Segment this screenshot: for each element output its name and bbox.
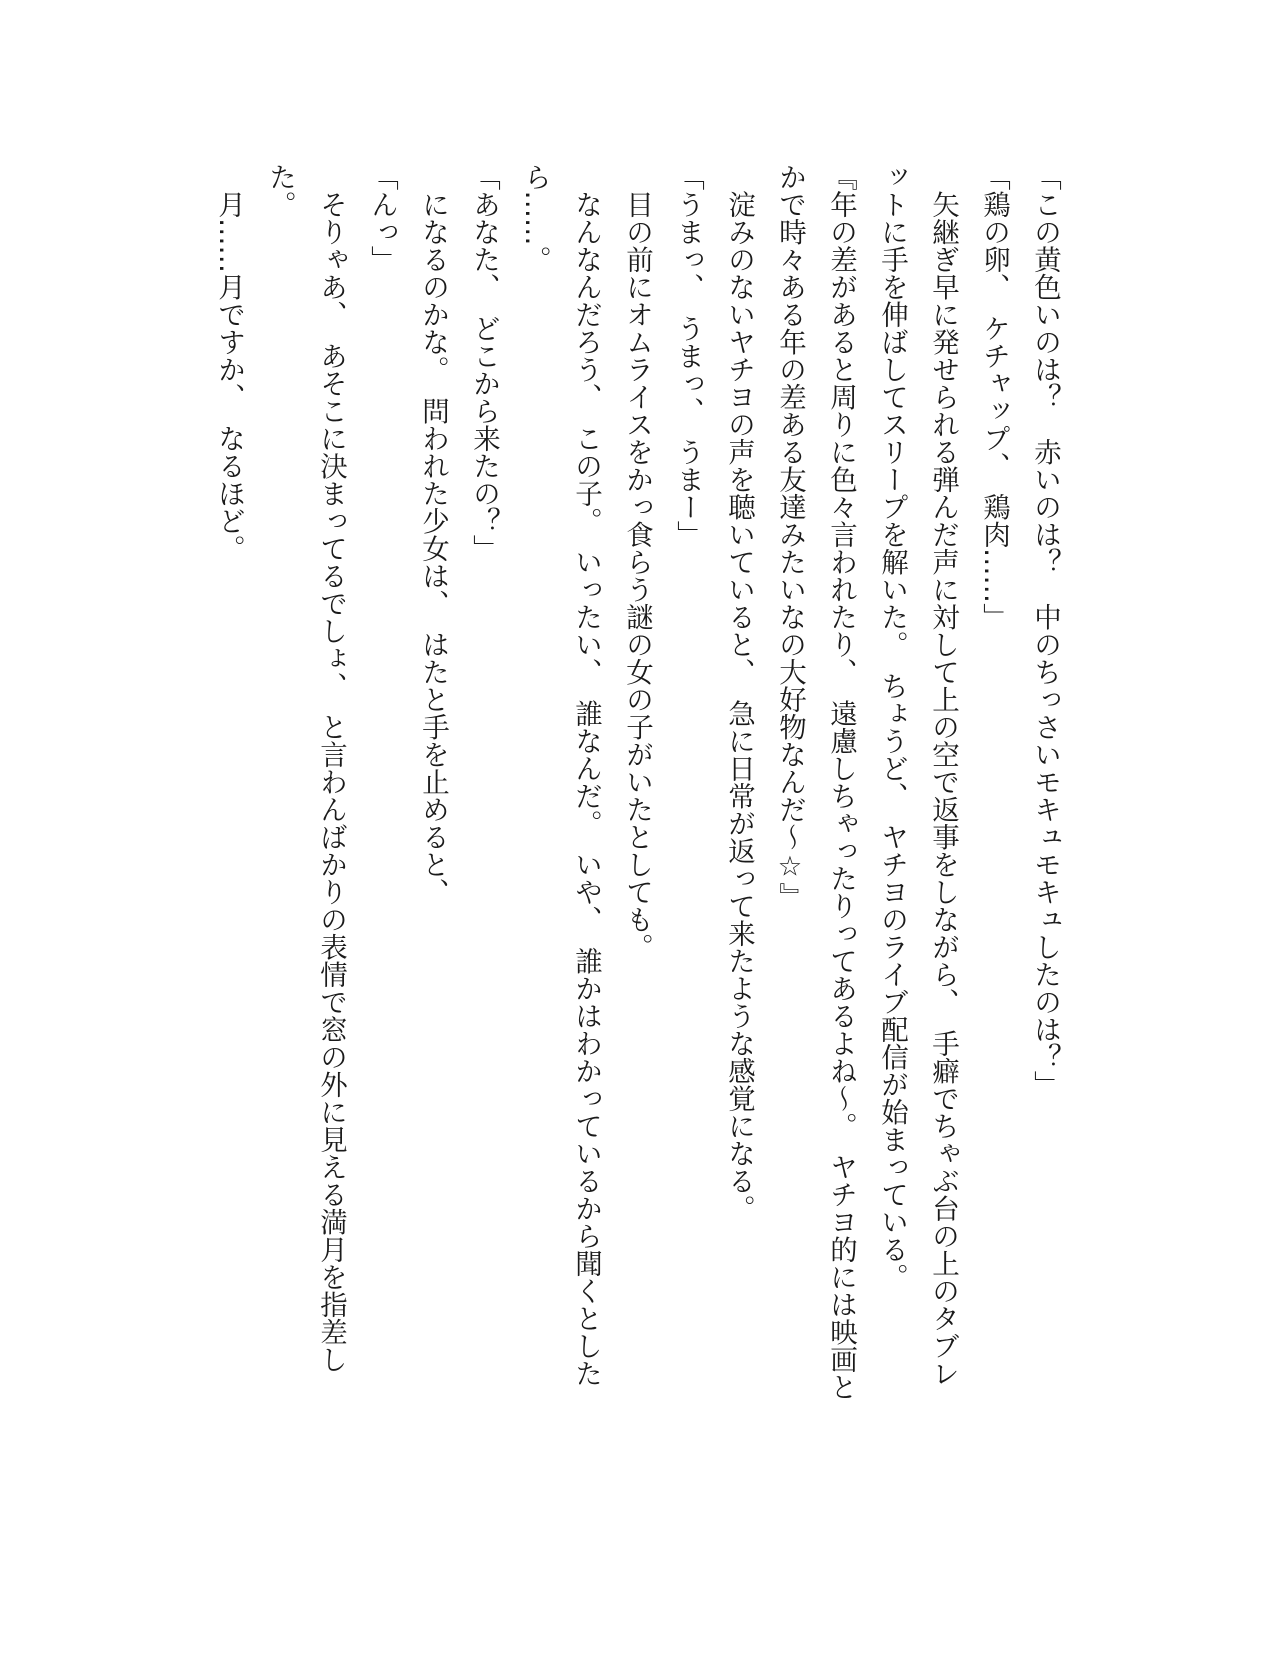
text-line-narration: そりゃあ、 あそこに決まってるでしょ、 と言わんばかりの表情で窓の外に見える満月を指差し <box>315 163 347 1373</box>
text-line-narration: た。 <box>264 163 296 218</box>
text-line-stream-quote: かで時々ある年の差ある友達みたいなの大好物なんだ～☆』 <box>774 163 806 910</box>
text-line-narration: ら……。 <box>519 163 551 273</box>
text-line-dialogue: 「うまっ、 うまっ、 うまー」 <box>672 163 704 548</box>
text-line-narration: ットに手を伸ばしてスリープを解いた。 ちょうど、 ヤチヨのライブ配信が始まっている。 <box>876 163 908 1291</box>
text-line-dialogue: 「あなた、 どこから来たの？」 <box>468 163 500 562</box>
text-line-narration: 矢継ぎ早に発せられる弾んだ声に対して上の空で返事をしながら、 手癖でちゃぶ台の上のタブレ <box>927 163 959 1387</box>
vertical-text-page <box>190 163 1070 1503</box>
text-line-dialogue: 「この黄色いのは？ 赤いのは？ 中のちっさいモキュモキュしたのは？」 <box>1029 163 1061 1098</box>
text-line-narration: になるのかな。 問われた少女は、 はたと手を止めると、 <box>417 163 449 906</box>
text-line-narration: 目の前にオムライスをかっ食らう謎の女の子がいたとしても。 <box>621 163 653 961</box>
text-line-narration: 淀みのないヤチヨの声を聴いていると、 急に日常が返って来たような感覚になる。 <box>723 163 755 1222</box>
text-line-narration: なんなんだろう、 この子。 いったい、 誰なんだ。 いや、 誰かはわかっているから聞くとした <box>570 163 602 1387</box>
text-line-dialogue: 「鶏の卵、 ケチャップ、 鶏肉……」 <box>978 163 1010 631</box>
text-line-stream-quote: 『年の差があると周りに色々言われたり、 遠慮しちゃったりってあるよね～。 ヤチヨ的には映画と <box>825 163 857 1401</box>
text-line-dialogue: 「んっ」 <box>366 163 398 273</box>
text-line-narration: 月……月ですか、 なるほど。 <box>213 163 245 562</box>
